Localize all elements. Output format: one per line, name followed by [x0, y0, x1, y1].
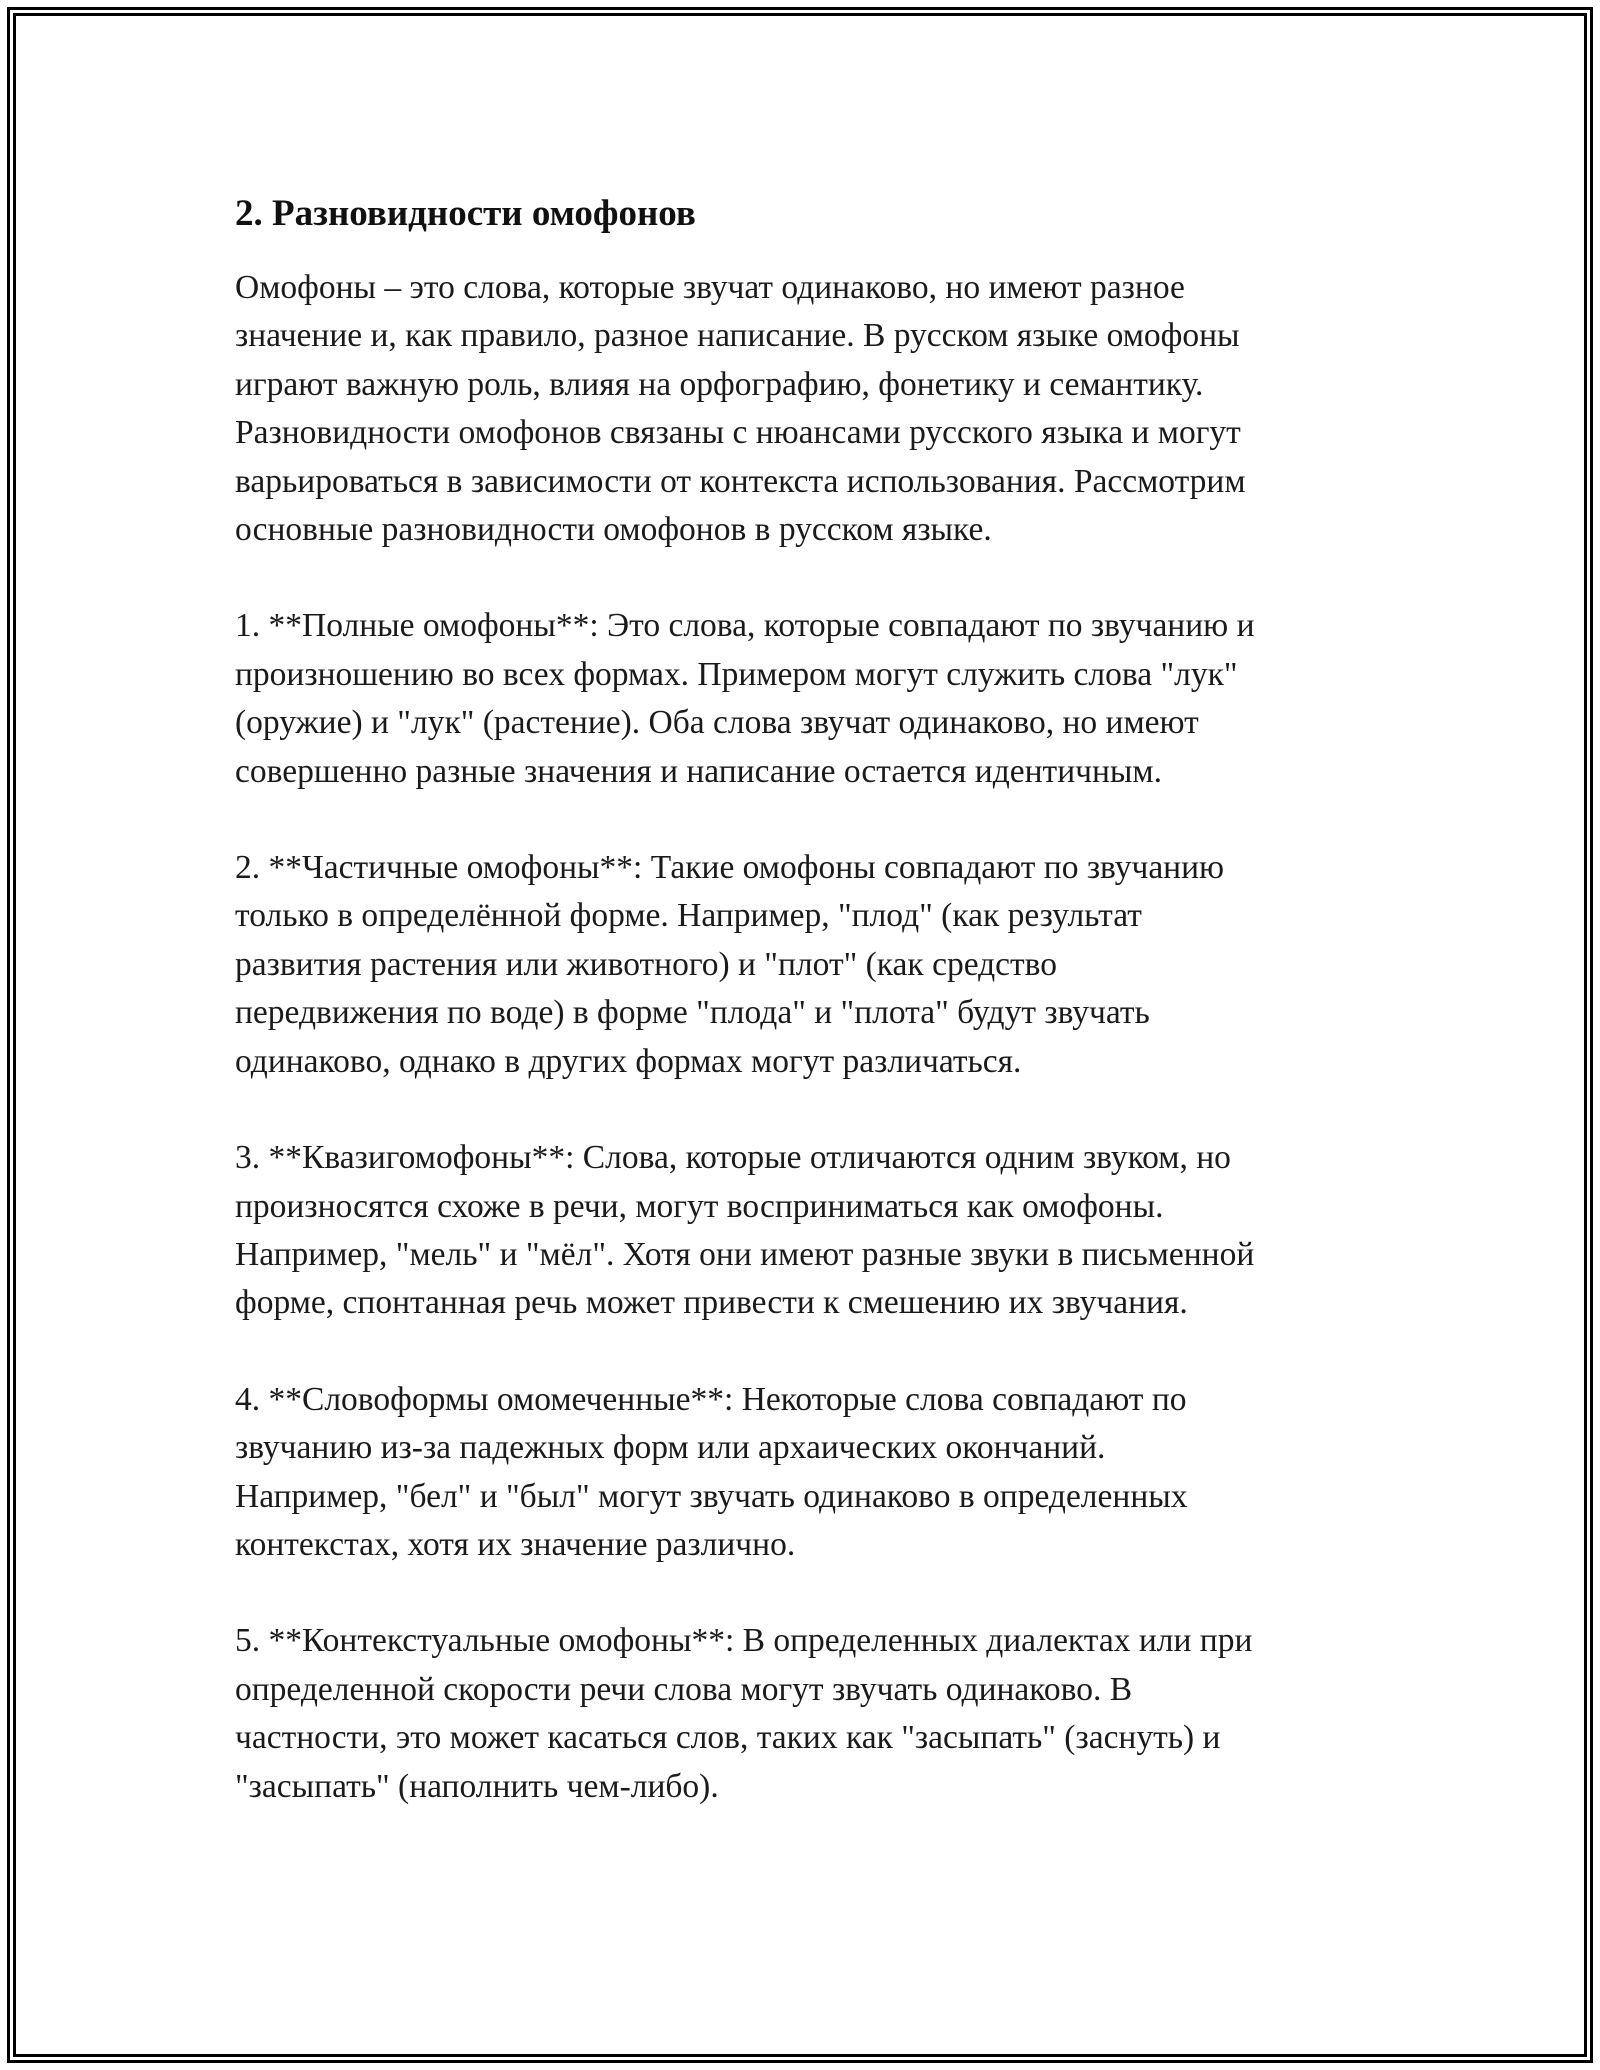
text-line: звучанию из-за падежных форм или архаических окончаний.: [235, 1429, 1106, 1467]
text-line: 4. **Словоформы омомеченные**: Некоторые слова совпадают по: [235, 1380, 1187, 1418]
text-line: совершенно разные значения и написание остается идентичным.: [235, 752, 1162, 790]
text-line: значение и, как правило, разное написание. В русском языке омофоны: [235, 317, 1240, 355]
text-line: Например, "мель" и "мёл". Хотя они имеют разные звуки в письменной: [235, 1235, 1255, 1273]
section-heading: 2. Разновидности омофонов: [235, 193, 696, 234]
text-line: произношению во всех формах. Примером могут служить слова "лук": [235, 655, 1238, 693]
list-item-contextual-homophones: [235, 1617, 1375, 1811]
text-line: только в определённой форме. Например, "плод" (как результат: [235, 897, 1142, 935]
text-line: определенной скорости речи слова могут звучать одинаково. В: [235, 1670, 1133, 1708]
text-line: форме, спонтанная речь может привести к смешению их звучания.: [235, 1284, 1188, 1322]
text-line: Разновидности омофонов связаны с нюансами русского языка и могут: [235, 414, 1241, 452]
text-line: основные разновидности омофонов в русском языке.: [235, 511, 992, 549]
text-line: развития растения или животного) и "плот" (как средство: [235, 945, 1058, 983]
text-line: "засыпать" (наполнить чем-либо).: [235, 1767, 719, 1805]
text-line: 5. **Контекстуальные омофоны**: В определенных диалектах или при: [235, 1622, 1253, 1660]
text-line: играют важную роль, влияя на орфографию, фонетику и семантику.: [235, 365, 1204, 403]
text-line: произносятся схоже в речи, могут восприниматься как омофоны.: [235, 1187, 1164, 1225]
text-line: контекстах, хотя их значение различно.: [235, 1525, 796, 1563]
text-line: частности, это может касаться слов, таких как "засыпать" (заснуть) и: [235, 1719, 1221, 1757]
list-item-full-homophones: [235, 602, 1375, 796]
text-line: 3. **Квазигомофоны**: Слова, которые отличаются одним звуком, но: [235, 1139, 1231, 1177]
text-line: варьироваться в зависимости от контекста использования. Рассмотрим: [235, 462, 1246, 500]
document-body: [235, 186, 1375, 1859]
list-item-partial-homophones: [235, 844, 1375, 1086]
list-item-quasi-homophones: [235, 1134, 1375, 1328]
text-line: одинаково, однако в других формах могут различаться.: [235, 1042, 1022, 1080]
text-line: 1. **Полные омофоны**: Это слова, которые совпадают по звучанию и: [235, 607, 1255, 645]
text-line: Омофоны – это слова, которые звучат одинаково, но имеют разное: [235, 269, 1185, 306]
list-item-word-forms: [235, 1376, 1375, 1570]
text-line: передвижения по воде) в форме "плода" и "плота" будут звучать: [235, 994, 1150, 1032]
text-line: (оружие) и "лук" (растение). Оба слова звучат одинаково, но имеют: [235, 704, 1199, 742]
text-line: 2. **Частичные омофоны**: Такие омофоны совпадают по звучанию: [235, 849, 1225, 887]
intro-paragraph: [235, 264, 1375, 554]
text-line: Например, "бел" и "был" могут звучать одинаково в определенных: [235, 1477, 1188, 1515]
